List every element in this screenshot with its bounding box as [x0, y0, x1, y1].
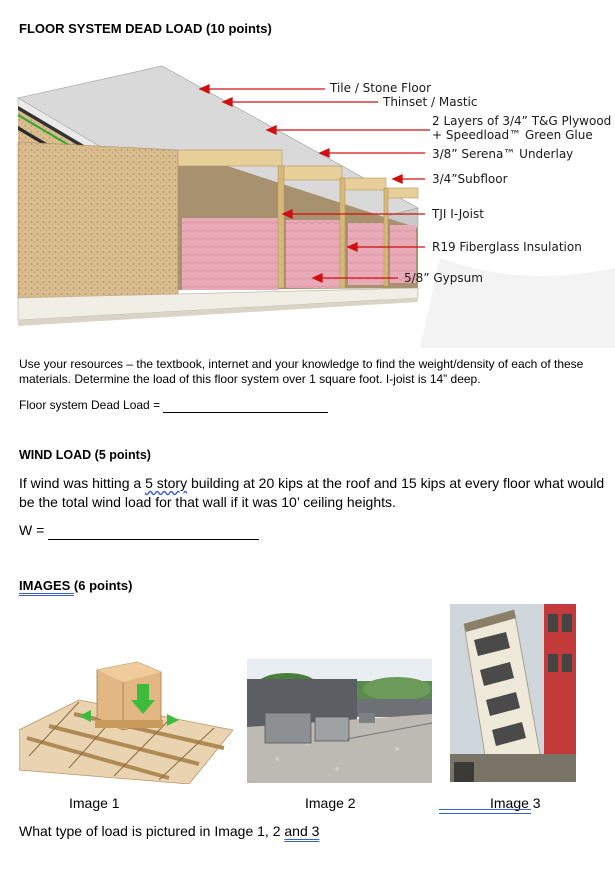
- hvac-unit: [265, 713, 311, 743]
- wind-question-story: 5 story: [145, 475, 188, 491]
- wind-answer-label: W =: [19, 522, 49, 538]
- wind-question: [19, 474, 615, 512]
- wind-answer-blank[interactable]: [48, 525, 259, 540]
- label-ijoist: TJI I-Joist: [432, 207, 484, 221]
- floor-answer-label: Floor system Dead Load =: [19, 398, 164, 412]
- label-underlay: 3/8” Serena™ Underlay: [432, 147, 574, 161]
- image-1-caption: Image 1: [69, 795, 120, 811]
- label-subfloor: 3/4”Subfloor: [432, 172, 508, 186]
- images-question-end: and 3: [284, 823, 320, 839]
- label-gypsum: 5/8” Gypsum: [404, 271, 483, 285]
- images-heading-main: IMAGES: [19, 578, 74, 593]
- floor-answer-blank[interactable]: [163, 400, 328, 413]
- label-tile: Tile / Stone Floor: [330, 81, 432, 95]
- label-plywood: 2 Layers of 3/4” T&G Plywood: [432, 114, 612, 128]
- image-3-caption-underline: [439, 809, 531, 814]
- insulation-batt: [182, 218, 278, 290]
- label-thinset: Thinset / Mastic: [383, 95, 478, 109]
- image-1-photo: [19, 660, 233, 784]
- label-insulation: R19 Fiberglass Insulation: [432, 240, 582, 254]
- images-question-start: What type of load is pictured in Image 1, 2: [19, 823, 285, 839]
- wind-heading: WIND LOAD (5 points): [19, 448, 151, 462]
- images-question: [19, 822, 319, 841]
- label-green-glue: + Speedload™ Green Glue: [432, 128, 593, 142]
- wind-answer-row: [19, 521, 259, 540]
- image-2-caption: Image 2: [305, 795, 356, 811]
- floor-answer-row: [19, 398, 328, 413]
- image-3-photo: [450, 604, 576, 782]
- image-2-photo: [247, 659, 432, 783]
- floor-heading: FLOOR SYSTEM DEAD LOAD (10 points): [19, 21, 272, 36]
- floor-instructions: Use your resources – the textbook, internet and your knowledge to find the weight/density of each of these materials. Determine the load of this floor system over 1 square foot. I-joist is 14” deep.: [19, 357, 584, 386]
- images-heading: [19, 578, 132, 593]
- wind-question-end: building at 20 kips at the roof and 15 kips at every floor what would be the total wind load for that wall if it was 10’ ceiling heights.: [19, 475, 605, 510]
- wind-question-start: If wind was hitting a: [19, 475, 146, 491]
- image-3-caption: Image 3: [490, 795, 541, 811]
- images-heading-points: (6 points): [73, 578, 133, 593]
- floor-section-diagram: [0, 58, 615, 348]
